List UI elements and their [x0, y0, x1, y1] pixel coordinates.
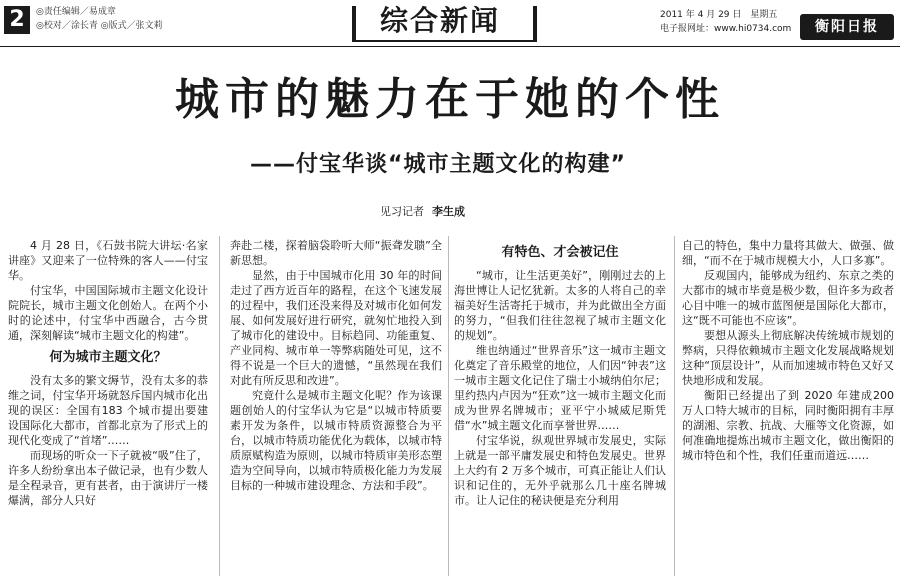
- paragraph: 4 月 28 日，《石鼓书院大讲坛·名家讲座》又迎来了一位特殊的客人——付宝华。: [8, 239, 208, 282]
- paragraph: 究竟什么是城市主题文化呢？作为该课题创始人的付宝华认为它是“以城市特质要素开发为条件，以城市特质资源整合为平台，以城市特质功能优化为载体，以城市特质原赋构造为原则，以城市特质审美形态塑造为空间导向，以城市特质极化能力为发展目标的一种城市建设理念、方法和手段”。: [230, 389, 442, 492]
- byline-name: 李生成: [432, 205, 465, 218]
- paragraph: 付宝华说，纵观世界城市发展史，实际上就是一部平庸发展史和特色发展史。世界上大约有 2 万多个城市，可真正能让人们认识和记住的，无外乎就那么几十座名牌城市。让人记住的秘诀便是充分利用: [454, 434, 666, 507]
- column-divider: [448, 236, 449, 576]
- credit-line: ◎责任编辑／易成章: [36, 7, 116, 17]
- article-subheadline: ——付宝华谈“城市主题文化的构建”: [250, 152, 626, 177]
- paragraph: 没有太多的繁文缛节，没有太多的恭维之词，付宝华开场就怒斥国内城市化出现的误区：全国有183 个城市提出要建设国际化大都市，首都北京为了形式上的现代化变成了“首堵”……: [8, 374, 208, 447]
- section-title: 综合新闻: [380, 4, 501, 37]
- paragraph: 衡阳已经提出了到 2020 年建成200 万人口特大城市的目标，同时衡阳拥有丰厚的湖湘、宗教、抗战、大雁等文化资源，如何准确地提炼出城市主题文化，做出衡阳的城市特色和个性，我们任重而道远……: [682, 389, 894, 462]
- section-heading: 有特色、才会被记住: [501, 245, 619, 260]
- paragraph: 显然，由于中国城市化用 30 年的时间走过了西方近百年的路程，在这个飞速发展的过程中，我们还没来得及对城市化如何发展、如何发展好进行研究，就匆忙地投入到了城市化的建设中。目标趋同、功能重复、产业同构、城市单一等弊病随处可见，这不得不说是一个巨大的遗憾，“虽然现在我们对此有所反思和改进”。: [230, 269, 442, 387]
- article-column-2: [230, 238, 442, 493]
- editor-credits: [36, 5, 163, 33]
- article-column-4: [682, 238, 894, 463]
- page-header: [0, 0, 900, 48]
- article-column-1: [8, 238, 208, 508]
- paragraph: 维也纳通过“世界音乐”这一城市主题文化奠定了音乐殿堂的地位，人们因“钟表”这一城市主题文化记住了瑞士小城纳伯尔尼；里约热内卢因为“狂欢”这一城市主题文化而成为世界名牌城市；亚平宁小城威尼斯凭借“水”城主题文化而享誉世界……: [454, 344, 666, 432]
- column-divider: [674, 236, 675, 576]
- page-number: 2: [4, 6, 30, 34]
- paragraph: 付宝华，中国国际城市主题文化设计院院长，城市主题文化创始人。在两个小时的论述中，付宝华中西融合，古今贯通，深刻解读“城市主题文化的构建”。: [8, 284, 208, 342]
- paragraph: 奔赴二楼，探着脑袋聆听大师“振聋发聩”全新思想。: [230, 239, 442, 267]
- header-rule: [0, 46, 900, 47]
- column-divider: [219, 236, 220, 576]
- paragraph: 而现场的听众一下子就被“吸”住了，许多人纷纷拿出本子做记录，也有少数人是全程录音，更有甚者，由于演讲厅一楼爆满，部分人只好: [8, 449, 208, 507]
- paragraph: 要想从源头上彻底解决传统城市规划的弊病，只得依赖城市主题文化发展战略规划这种“顶层设计”，从而加速城市特色又好又快地形成和发展。: [682, 329, 894, 387]
- byline-label: 见习记者: [380, 205, 424, 218]
- newspaper-logo: 衡阳日报: [800, 14, 894, 40]
- article-column-3: [454, 238, 666, 508]
- paragraph: “城市，让生活更美好”，刚刚过去的上海世博让人记忆犹新。太多的人将自己的幸福美好生活寄托于城市，并为此做出全方面的努力，“但我们往往忽视了城市主题文化的规划”。: [454, 269, 666, 342]
- byline: [380, 204, 465, 220]
- section-heading: 何为城市主题文化？: [49, 350, 167, 365]
- issue-date: 2011 年 4 月 29 日 星期五: [660, 10, 778, 20]
- dateline: [660, 8, 791, 36]
- paragraph: 自己的特色，集中力量将其做大、做强、做细，“而不在于城市规模大小，人口多寡”。: [682, 239, 894, 267]
- website-url: 电子报网址：www.hi0734.com: [660, 24, 792, 34]
- section-mark-left: [352, 6, 356, 40]
- section-underline: [352, 40, 537, 42]
- credit-line: ◎校对／涂长青 ◎版式／张文莉: [36, 21, 163, 31]
- paragraph: 反观国内，能够成为纽约、东京之类的大都市的城市毕竟是极少数，但许多为政者心目中唯一的城市蓝图便是国际化大都市，这“既不可能也不应该”。: [682, 269, 894, 327]
- section-mark-right: [533, 6, 537, 40]
- article-headline: 城市的魅力在于她的个性: [175, 74, 725, 125]
